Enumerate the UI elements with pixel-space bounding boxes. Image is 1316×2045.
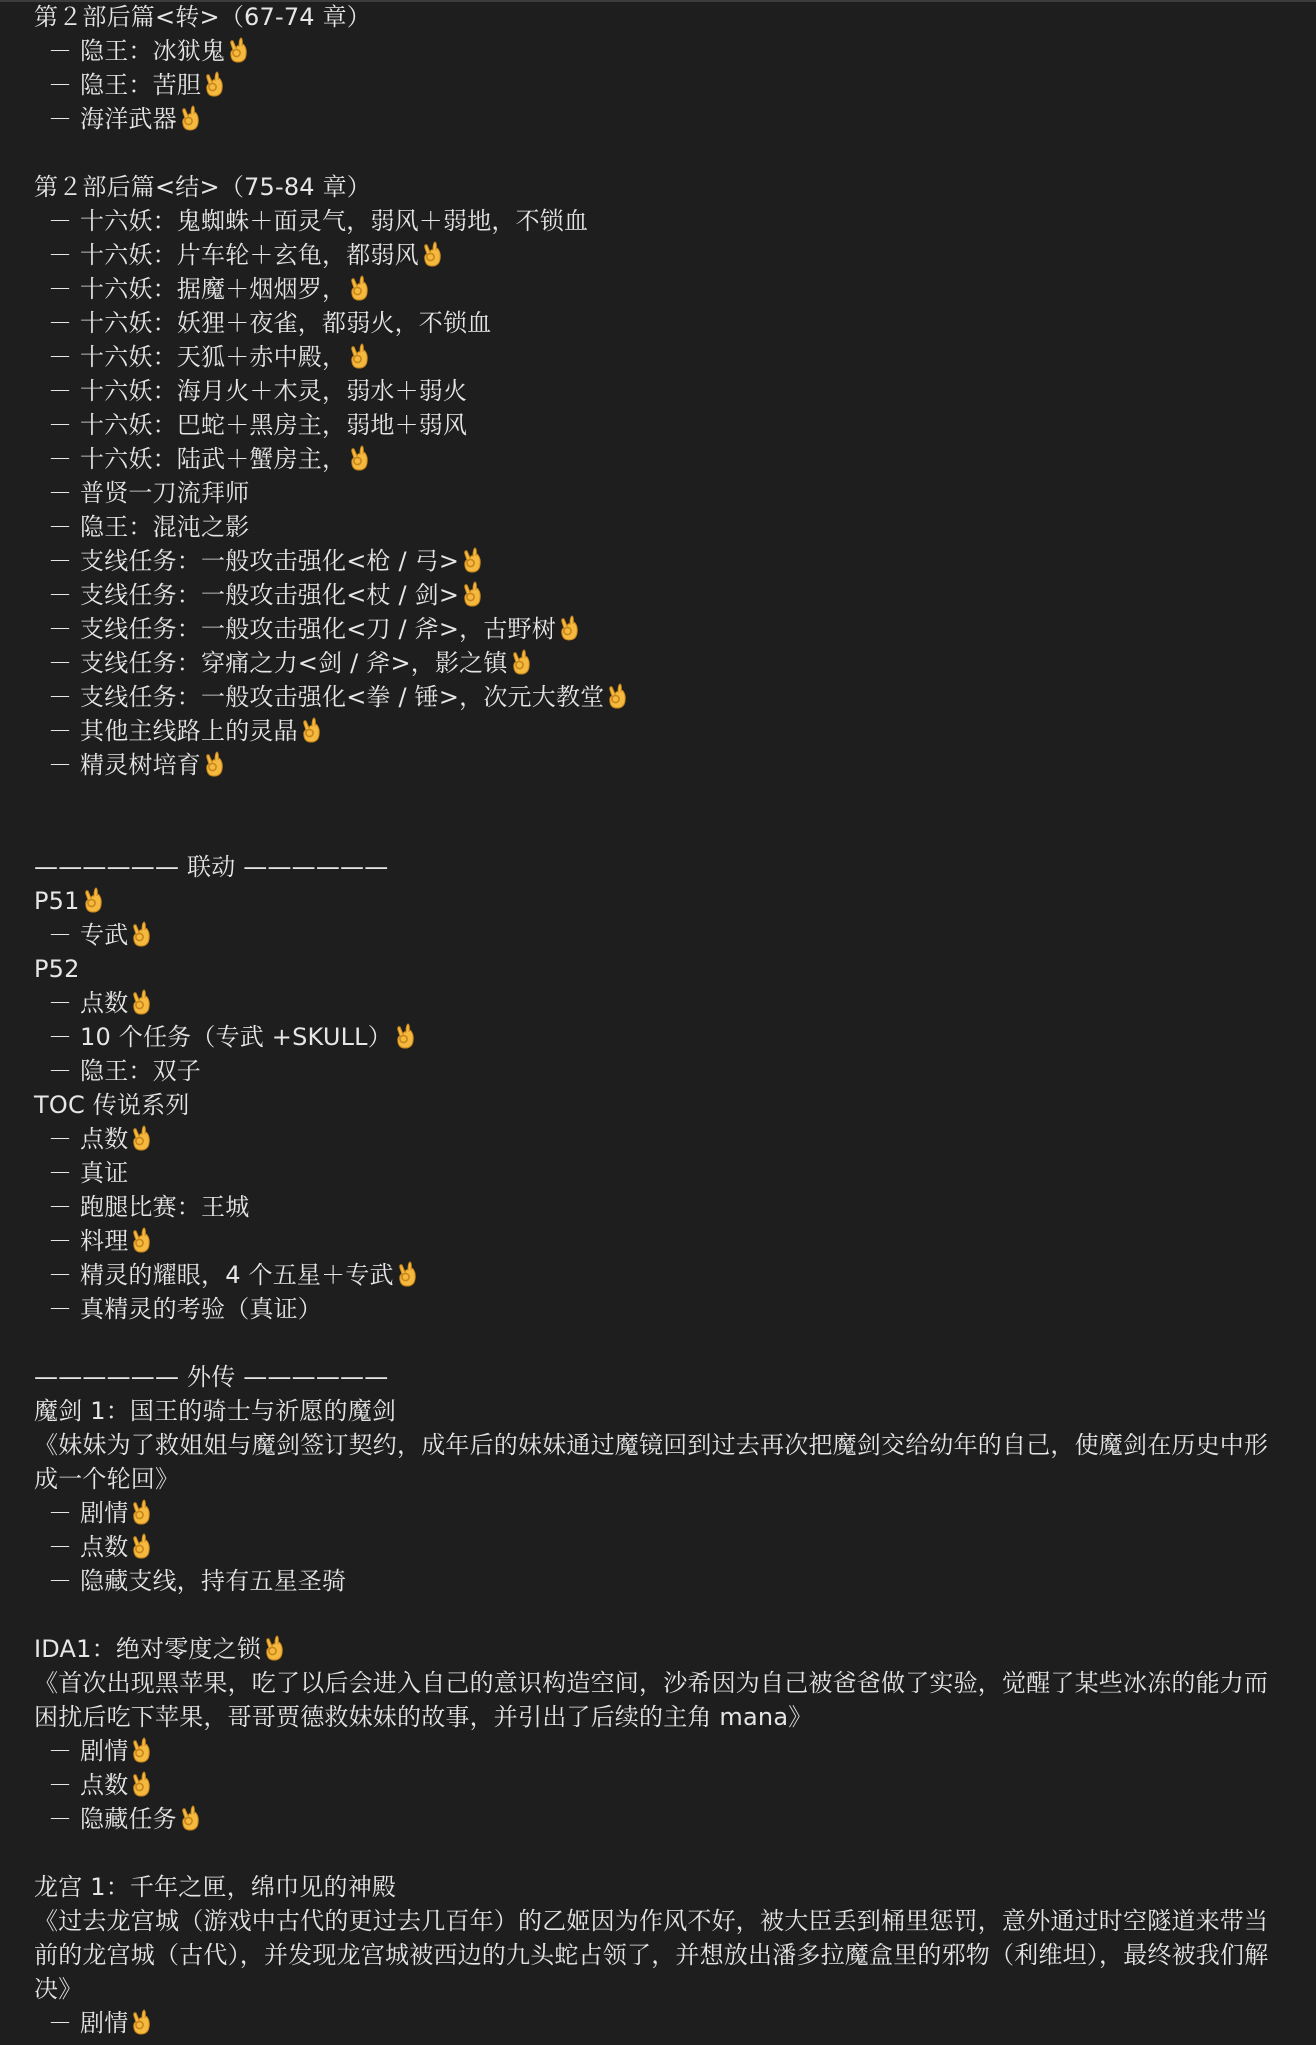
bullet-dash: － (48, 241, 73, 269)
bullet-dash: － (48, 989, 73, 1017)
section-heading (34, 1632, 1284, 1666)
list-item (34, 374, 1284, 408)
ok-hand-icon (130, 1226, 152, 1254)
line-text: 魔剑 1：国王的骑士与祈愿的魔剑 (34, 1397, 397, 1425)
summary-paragraph (34, 1904, 1284, 2006)
ok-hand-icon (203, 70, 225, 98)
bullet-dash: － (48, 411, 73, 439)
ok-hand-icon (130, 2008, 152, 2036)
bullet-dash: － (48, 207, 73, 235)
ok-hand-icon (130, 1532, 152, 1560)
list-item (34, 204, 1284, 238)
bullet-dash: － (48, 1805, 73, 1833)
ok-hand-icon (394, 1022, 416, 1050)
line-text: P51 (34, 887, 80, 915)
section-heading (34, 170, 1284, 204)
bullet-dash: － (48, 649, 73, 677)
bullet-dash: － (48, 1125, 73, 1153)
bullet-dash: － (48, 1567, 73, 1595)
ok-hand-icon (130, 1770, 152, 1798)
list-item (34, 1496, 1284, 1530)
ok-hand-icon (130, 1498, 152, 1526)
list-item (34, 306, 1284, 340)
bullet-dash: － (48, 71, 73, 99)
line-text: 10 个任务（专武 +SKULL） (80, 1023, 392, 1051)
section-heading (34, 0, 1284, 34)
line-text: 《妹妹为了救姐姐与魔剑签订契约，成年后的妹妹通过魔镜回到过去再次把魔剑交给幼年的自己，使魔剑在历史中形成一个轮回》 (34, 1431, 1269, 1493)
list-item (34, 748, 1284, 782)
bullet-dash: － (48, 1023, 73, 1051)
line-text: IDA1：绝对零度之锁 (34, 1635, 262, 1663)
list-item (34, 34, 1284, 68)
summary-paragraph (34, 1428, 1284, 1496)
line-text: TOC 传说系列 (34, 1091, 190, 1119)
ok-hand-icon (396, 1260, 418, 1288)
blank-line (34, 1836, 1284, 1870)
line-text: 隐藏支线，持有五星圣骑 (80, 1567, 347, 1595)
line-text: 十六妖：巴蛇＋黑房主，弱地＋弱风 (80, 411, 468, 439)
list-item (34, 1156, 1284, 1190)
section-heading (34, 1394, 1284, 1428)
line-text: 隐藏任务 (80, 1805, 177, 1833)
line-text: 海洋武器 (80, 105, 177, 133)
line-text: 剧情 (80, 2009, 129, 2037)
ok-hand-icon (300, 716, 322, 744)
line-text: 十六妖：妖狸＋夜雀，都弱火，不锁血 (80, 309, 492, 337)
ok-hand-icon (461, 580, 483, 608)
bullet-dash: － (48, 275, 73, 303)
list-item (34, 1054, 1284, 1088)
blank-line (34, 136, 1284, 170)
bullet-dash: － (48, 1227, 73, 1255)
ok-hand-icon (421, 240, 443, 268)
list-item (34, 578, 1284, 612)
list-item (34, 1224, 1284, 1258)
line-text: 十六妖：据魔＋烟烟罗， (80, 275, 347, 303)
line-text: 隐王：双子 (80, 1057, 201, 1085)
list-item (34, 714, 1284, 748)
ok-hand-icon (606, 682, 628, 710)
bullet-dash: － (48, 921, 73, 949)
blank-line (34, 1598, 1284, 1632)
ok-hand-icon (130, 988, 152, 1016)
ok-hand-icon (203, 750, 225, 778)
line-text: 十六妖：陆武＋蟹房主， (80, 445, 347, 473)
line-text: 普贤一刀流拜师 (80, 479, 250, 507)
bullet-dash: － (48, 2009, 73, 2037)
bullet-dash: － (48, 479, 73, 507)
list-item (34, 272, 1284, 306)
line-text: —————— 外传 —————— (34, 1363, 389, 1391)
list-item (34, 2006, 1284, 2040)
line-text: 第２部后篇<结>（75-84 章） (34, 173, 371, 201)
bullet-dash: － (48, 683, 73, 711)
list-item (34, 340, 1284, 374)
blank-line (34, 816, 1284, 850)
line-text: 隐王：冰狱鬼 (80, 37, 226, 65)
list-item (34, 476, 1284, 510)
blank-line (34, 1326, 1284, 1360)
line-text: 支线任务：一般攻击强化<拳 / 锤>，次元大教堂 (80, 683, 605, 711)
blank-line (34, 782, 1284, 816)
bullet-dash: － (48, 1737, 73, 1765)
summary-paragraph (34, 1666, 1284, 1734)
line-text: 料理 (80, 1227, 129, 1255)
list-item (34, 986, 1284, 1020)
bullet-dash: － (48, 377, 73, 405)
line-text: 隐王：苦胆 (80, 71, 201, 99)
line-text: 支线任务：穿痛之力<剑 / 斧>，影之镇 (80, 649, 508, 677)
ok-hand-icon (263, 1634, 285, 1662)
line-text: 《过去龙宫城（游戏中古代的更过去几百年）的乙姬因为作风不好，被大臣丢到桶里惩罚，意外通过时空隧道来带当前的龙宫城（古代），并发现龙宫城被西边的九头蛇占领了，并想放出潘多拉魔盒里的邪物（利维坦），最终被我们解决》 (34, 1907, 1269, 2003)
list-item (34, 408, 1284, 442)
bullet-dash: － (48, 615, 73, 643)
section-heading (34, 1088, 1284, 1122)
line-text: 十六妖：海月火＋木灵，弱水＋弱火 (80, 377, 468, 405)
list-item (34, 680, 1284, 714)
line-text: 点数 (80, 989, 129, 1017)
section-heading (34, 1360, 1284, 1394)
list-item (34, 1734, 1284, 1768)
list-item (34, 1292, 1284, 1326)
ok-hand-icon (179, 1804, 201, 1832)
list-item (34, 1530, 1284, 1564)
list-item (34, 646, 1284, 680)
line-text: —————— 联动 —————— (34, 853, 389, 881)
bullet-dash: － (48, 513, 73, 541)
bullet-dash: － (48, 1499, 73, 1527)
line-text: 真精灵的考验（真证） (80, 1295, 322, 1323)
ok-hand-icon (82, 886, 104, 914)
line-text: 点数 (80, 1125, 129, 1153)
note-content[interactable] (34, 0, 1284, 2040)
section-heading (34, 1870, 1284, 1904)
list-item (34, 1802, 1284, 1836)
list-item (34, 918, 1284, 952)
list-item (34, 1020, 1284, 1054)
ok-hand-icon (130, 1736, 152, 1764)
ok-hand-icon (348, 444, 370, 472)
line-text: 第２部后篇<转>（67-74 章） (34, 3, 371, 31)
list-item (34, 1122, 1284, 1156)
line-text: 十六妖：鬼蜘蛛＋面灵气，弱风＋弱地，不锁血 (80, 207, 589, 235)
bullet-dash: － (48, 751, 73, 779)
bullet-dash: － (48, 1533, 73, 1561)
line-text: 剧情 (80, 1499, 129, 1527)
ok-hand-icon (179, 104, 201, 132)
list-item (34, 1768, 1284, 1802)
bullet-dash: － (48, 717, 73, 745)
line-text: 精灵树培育 (80, 751, 201, 779)
list-item (34, 1190, 1284, 1224)
bullet-dash: － (48, 105, 73, 133)
ok-hand-icon (461, 546, 483, 574)
ok-hand-icon (130, 1124, 152, 1152)
list-item (34, 544, 1284, 578)
line-text: 十六妖：片车轮＋玄龟，都弱风 (80, 241, 419, 269)
list-item (34, 1258, 1284, 1292)
bullet-dash: － (48, 1771, 73, 1799)
bullet-dash: － (48, 581, 73, 609)
ok-hand-icon (227, 36, 249, 64)
list-item (34, 102, 1284, 136)
line-text: 其他主线路上的灵晶 (80, 717, 298, 745)
line-text: P52 (34, 955, 80, 983)
ok-hand-icon (348, 274, 370, 302)
line-text: 龙宫 1：千年之匣，绵巾见的神殿 (34, 1873, 397, 1901)
line-text: 跑腿比赛：王城 (80, 1193, 250, 1221)
line-text: 真证 (80, 1159, 129, 1187)
line-text: 精灵的耀眼，4 个五星＋专武 (80, 1261, 394, 1289)
section-heading (34, 952, 1284, 986)
list-item (34, 68, 1284, 102)
ok-hand-icon (348, 342, 370, 370)
bullet-dash: － (48, 547, 73, 575)
bullet-dash: － (48, 1193, 73, 1221)
line-text: 支线任务：一般攻击强化<杖 / 剑> (80, 581, 460, 609)
ok-hand-icon (510, 648, 532, 676)
line-text: 隐王：混沌之影 (80, 513, 250, 541)
line-text: 支线任务：一般攻击强化<枪 / 弓> (80, 547, 460, 575)
bullet-dash: － (48, 343, 73, 371)
list-item (34, 510, 1284, 544)
line-text: 支线任务：一般攻击强化<刀 / 斧>，古野树 (80, 615, 556, 643)
section-heading (34, 884, 1284, 918)
line-text: 专武 (80, 921, 129, 949)
line-text: 十六妖：天狐＋赤中殿， (80, 343, 347, 371)
list-item (34, 442, 1284, 476)
bullet-dash: － (48, 445, 73, 473)
bullet-dash: － (48, 1295, 73, 1323)
section-heading (34, 850, 1284, 884)
bullet-dash: － (48, 37, 73, 65)
bullet-dash: － (48, 1159, 73, 1187)
line-text: 点数 (80, 1533, 129, 1561)
ok-hand-icon (558, 614, 580, 642)
bullet-dash: － (48, 1261, 73, 1289)
line-text: 点数 (80, 1771, 129, 1799)
list-item (34, 612, 1284, 646)
line-text: 《首次出现黑苹果，吃了以后会进入自己的意识构造空间，沙希因为自己被爸爸做了实验，觉醒了某些冰冻的能力而困扰后吃下苹果，哥哥贾德救妹妹的故事，并引出了后续的主角 mana》 (34, 1669, 1269, 1731)
line-text: 剧情 (80, 1737, 129, 1765)
bullet-dash: － (48, 1057, 73, 1085)
list-item (34, 1564, 1284, 1598)
ok-hand-icon (130, 920, 152, 948)
bullet-dash: － (48, 309, 73, 337)
list-item (34, 238, 1284, 272)
